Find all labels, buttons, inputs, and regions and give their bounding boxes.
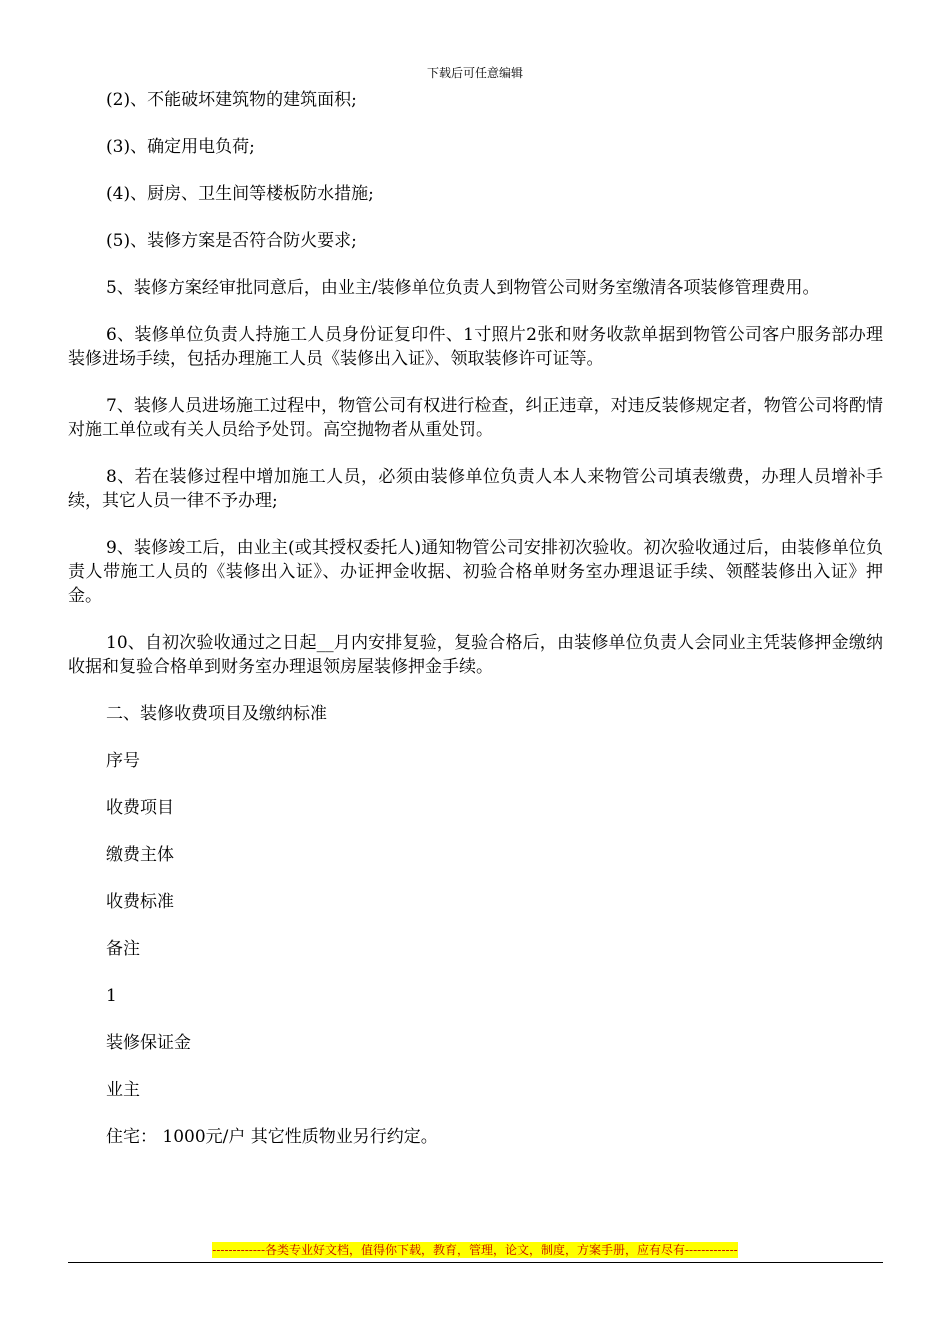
paragraph: 8、若在装修过程中增加施工人员，必须由装修单位负责人本人来物管公司填表缴费，办理人员增补手续，其它人员一律不予办理; — [68, 467, 883, 511]
paragraph: 5、装修方案经审批同意后，由业主/装修单位负责人到物管公司财务室缴清各项装修管理费用。 — [106, 278, 820, 298]
paragraph: 10、自初次验收通过之日起__月内安排复验，复验合格后，由装修单位负责人会同业主凭装修押金缴纳收据和复验合格单到财务室办理退领房屋装修押金手续。 — [68, 633, 883, 677]
paragraph: (3)、确定用电负荷; — [106, 137, 255, 157]
section-heading: 二、装修收费项目及缴纳标准 — [106, 704, 327, 724]
paragraph: 9、装修竣工后，由业主(或其授权委托人)通知物管公司安排初次验收。初次验收通过后，由装修单位负责人带施工人员的《装修出入证》、办证押金收据、初验合格单财务室办理退证手续、领醛装修出入证》押金。 — [68, 538, 883, 606]
table-header-cell: 收费标准 — [106, 892, 174, 912]
document-body — [68, 88, 883, 1172]
table-cell: 1 — [106, 986, 117, 1006]
page-footer-note — [0, 1243, 950, 1258]
table-header-cell: 缴费主体 — [106, 845, 174, 865]
table-header-cell: 序号 — [106, 751, 140, 771]
table-cell: 业主 — [106, 1080, 140, 1100]
paragraph: (2)、不能破坏建筑物的建筑面积; — [106, 90, 357, 110]
paragraph: (4)、厨房、卫生间等楼板防水措施; — [106, 184, 374, 204]
paragraph: 7、装修人员进场施工过程中，物管公司有权进行检查，纠正违章，对违反装修规定者，物管公司将酌情对施工单位或有关人员给予处罚。高空抛物者从重处罚。 — [68, 396, 883, 440]
footer-note-text: -------------各类专业好文档，值得你下载，教育，管理，论文，制度，方案手册，应有尽有------------- — [212, 1243, 738, 1257]
paragraph: 6、装修单位负责人持施工人员身份证复印件、1寸照片2张和财务收款单据到物管公司客户服务部办理装修进场手续，包括办理施工人员《装修出入证》、领取装修许可证等。 — [68, 325, 883, 369]
page-header-note: 下载后可任意编辑 — [426, 66, 523, 80]
paragraph: (5)、装修方案是否符合防火要求; — [106, 231, 357, 251]
table-cell: 住宅： 1000元/户 其它性质物业另行约定。 — [106, 1127, 438, 1147]
table-header-cell: 收费项目 — [106, 798, 174, 818]
table-header-cell: 备注 — [106, 939, 140, 959]
footer-divider — [68, 1262, 883, 1263]
table-cell: 装修保证金 — [106, 1033, 191, 1053]
